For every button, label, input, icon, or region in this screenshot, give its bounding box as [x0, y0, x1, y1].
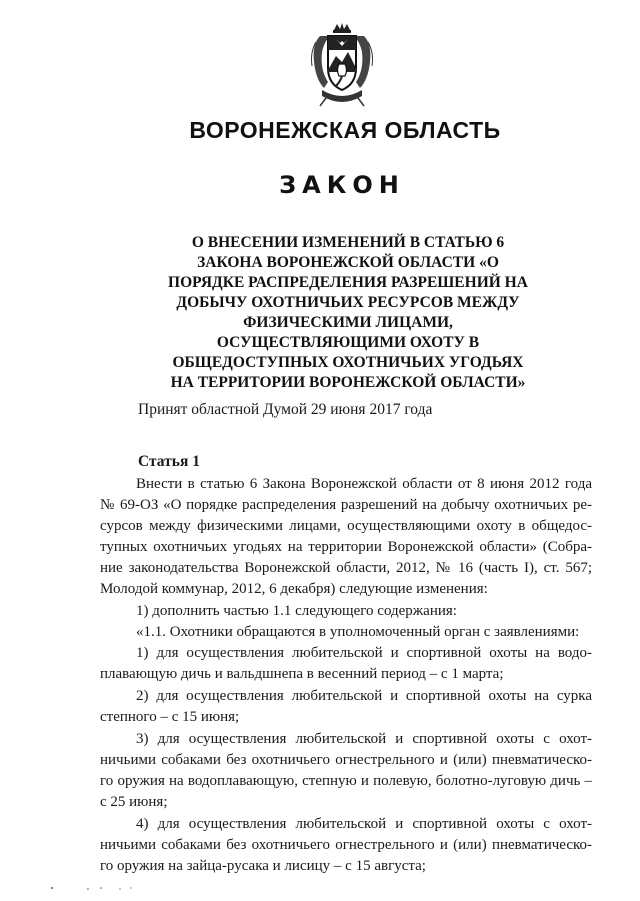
body-line: ничьими собаками без охотничьего огнестрельного и (или) пневматическо- — [100, 752, 592, 768]
body-line: «1.1. Охотники обращаются в уполномоченный орган с заявлениями: — [136, 624, 580, 640]
title-line: ЗАКОНА ВОРОНЕЖСКОЙ ОБЛАСТИ «О — [197, 254, 499, 271]
body-line: 1) для осуществления любительской и спортивной охоты на водо- — [136, 645, 592, 661]
adoption-note: Принят областной Думой 29 июня 2017 года — [138, 401, 433, 418]
coat-of-arms-icon — [306, 22, 378, 110]
body-line: 3) для осуществления любительской и спортивной охоты с охот- — [136, 731, 592, 747]
title-line: ПОРЯДКЕ РАСПРЕДЕЛЕНИЯ РАЗРЕШЕНИЙ НА — [168, 274, 528, 291]
title-line: ДОБЫЧУ ОХОТНИЧЬИХ РЕСУРСОВ МЕЖДУ — [176, 294, 520, 311]
body-line: № 69-ОЗ «О порядке распределения разрешений на добычу охотничьих ре- — [100, 497, 592, 513]
body-line: сурсов между физическими лицами, осуществляющими охоту в общедос- — [100, 518, 592, 534]
body-line: 2) для осуществления любительской и спортивной охоты на сурка — [136, 688, 592, 704]
body-line: ничьими собаками без охотничьего огнестрельного и (или) пневматическо- — [100, 837, 592, 853]
scan-specks — [0, 884, 640, 894]
body-line: Внести в статью 6 Закона Воронежской области от 8 июня 2012 года — [136, 476, 592, 492]
body-line: ние законодательства Воронежской области, 2012, № 16 (часть I), ст. 567; — [100, 560, 592, 576]
body-line: го оружия на водоплавающую, степную и полевую, болотно-луговую дичь – — [100, 773, 592, 789]
body-line: плавающую дичь и вальдшнепа в весенний период – с 1 марта; — [100, 666, 504, 682]
article-heading: Статья 1 — [138, 453, 200, 470]
title-line: ОСУЩЕСТВЛЯЮЩИМИ ОХОТУ В — [216, 334, 480, 351]
body-line: го оружия на зайца-русака и лисицу – с 15 августа; — [100, 858, 426, 874]
title-line: ОБЩЕДОСТУПНЫХ ОХОТНИЧЬИХ УГОДЬЯХ — [172, 354, 524, 371]
title-line: ФИЗИЧЕСКИМИ ЛИЦАМИ, — [243, 314, 453, 331]
body-line: 1) дополнить частью 1.1 следующего содержания: — [136, 603, 457, 619]
body-line: с 25 июня; — [100, 794, 168, 810]
law-title — [150, 233, 546, 393]
body-line: 4) для осуществления любительской и спортивной охоты с охот- — [136, 816, 592, 832]
body-line: тупных охотничьих угодьях на территории Воронежской области» (Собра- — [100, 539, 592, 555]
body-line: Молодой коммунар, 2012, 6 декабря) следующие изменения: — [100, 581, 488, 597]
document-type-heading: ЗАКОН — [279, 171, 405, 199]
title-line: О ВНЕСЕНИИ ИЗМЕНЕНИЙ В СТАТЬЮ 6 — [191, 234, 505, 251]
title-line: НА ТЕРРИТОРИИ ВОРОНЕЖСКОЙ ОБЛАСТИ» — [170, 374, 526, 391]
region-heading: ВОРОНЕЖСКАЯ ОБЛАСТЬ — [189, 117, 501, 143]
body-line: степного – с 15 июня; — [100, 709, 240, 725]
